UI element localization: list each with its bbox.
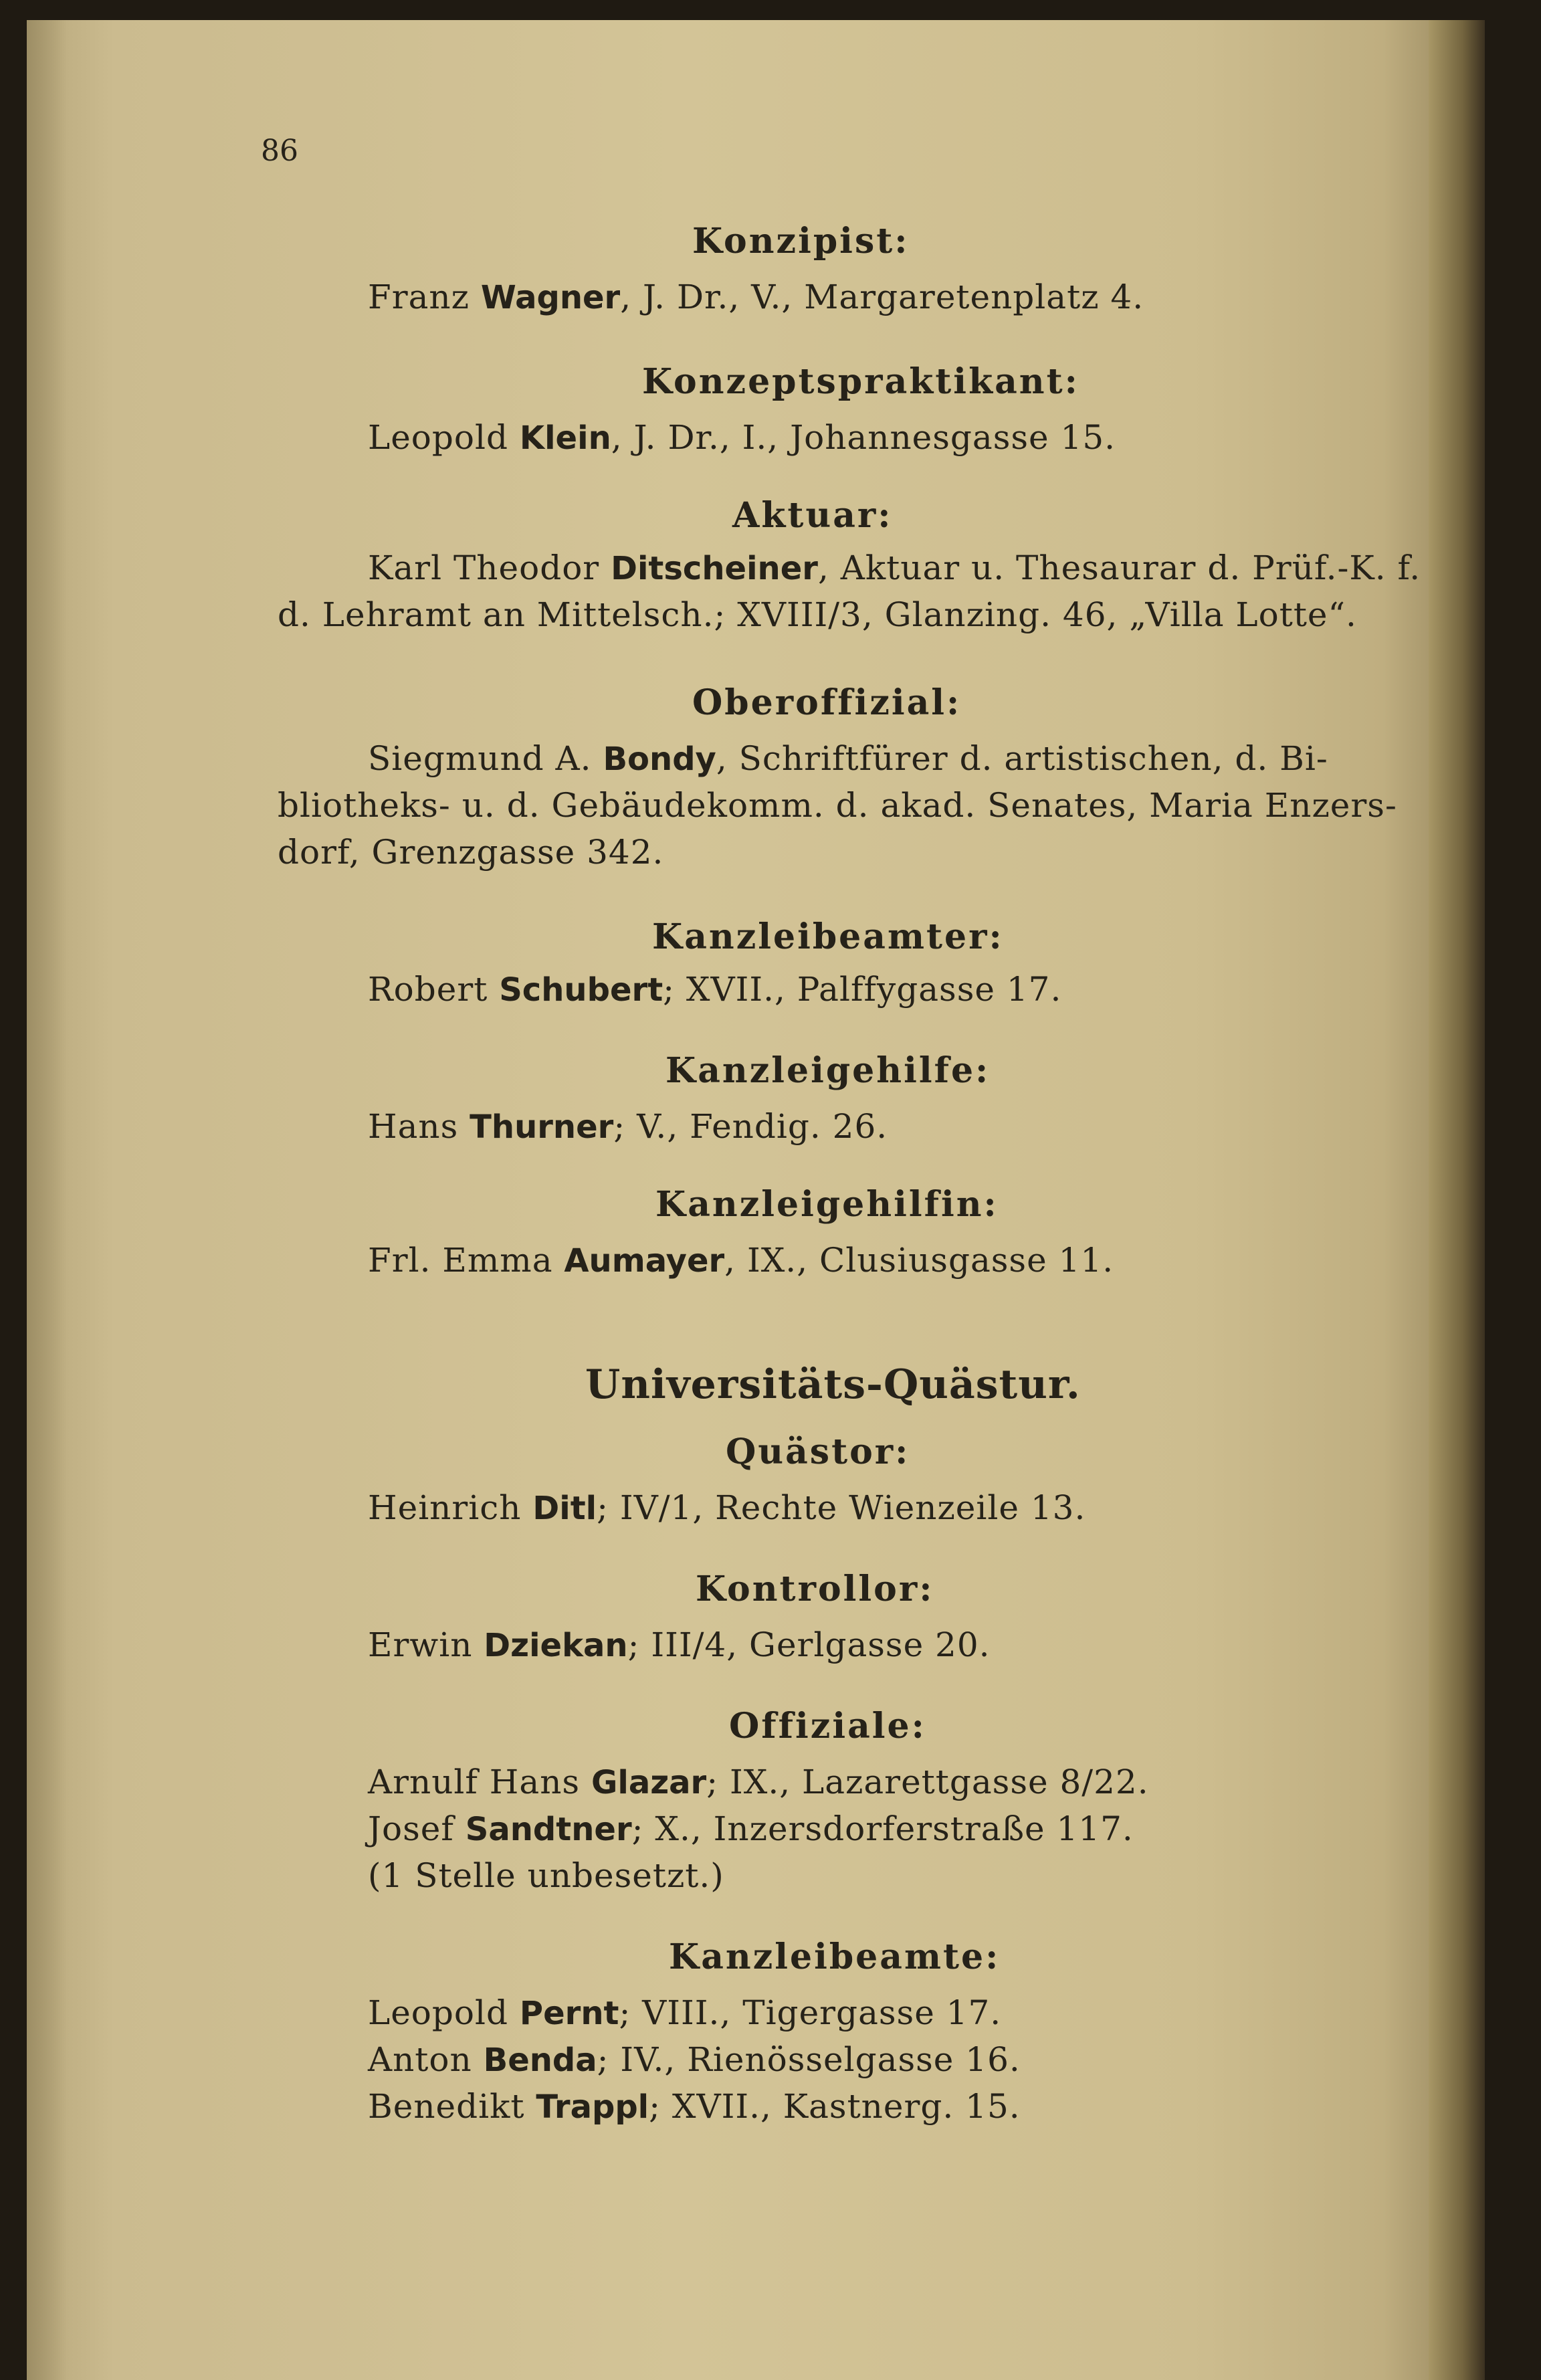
heading-kontrollor: Kontrollor: [696,1569,934,1609]
heading-kanzleibeamte: Kanzleibeamte: [669,1937,1001,1977]
entry-post: ; XVII., Kastnerg. 15. [649,2087,1021,2126]
entry-pre: Robert [368,970,500,1009]
person-name: Bondy [603,740,716,778]
entry-post: ; VIII., Tigergasse 17. [619,1993,1002,2032]
entry-post: ; III/4, Gerlgasse 20. [627,1625,991,1664]
person-name: Ditscheiner [611,550,818,587]
entry-pre: Karl Theodor [368,549,611,587]
person-name: Glazar [591,1764,707,1801]
entry-bondy [368,739,1328,778]
entry-post: , J. Dr., V., Margaretenplatz 4. [620,278,1144,316]
page-edge-shadow [1429,20,1485,2380]
heading-kanzleigehilfin: Kanzleigehilfin: [655,1184,999,1225]
entry-pre: Leopold [368,1993,520,2032]
person-name: Klein [519,419,611,457]
entry-post: , J. Dr., I., Johannesgasse 15. [611,418,1116,457]
entry-pre: Siegmund A. [368,739,603,778]
entry-pre: Heinrich [368,1488,533,1527]
person-name: Sandtner [465,1811,632,1848]
person-name: Thurner [470,1108,614,1146]
entry-post: , Aktuar u. Thesaurar d. Prüf.-K. f. [817,549,1421,587]
heading-konzipist: Konzipist: [692,221,910,262]
entry-post: ; XVII., Palffygasse 17. [663,970,1062,1009]
entry-pre: Frl. Emma [368,1241,564,1280]
entry-sandtner [368,1809,1134,1848]
entry-post: ; IV., Rienösselgasse 16. [597,2040,1021,2079]
entry-post: ; IV/1, Rechte Wienzeile 13. [597,1488,1086,1527]
page-number: 86 [261,134,298,168]
entry-dziekan [368,1625,991,1664]
heading-kanzleibeamter: Kanzleibeamter: [652,916,1004,957]
entry-pre: Arnulf Hans [368,1763,591,1801]
heading-konzeptspraktikant: Konzeptspraktikant: [642,361,1080,402]
person-name: Schubert [499,971,663,1009]
entry-pre: Josef [368,1809,466,1848]
entry-ditscheiner-line2: d. Lehramt an Mittelsch.; XVIII/3, Glanzing. 46, „Villa Lotte“. [278,595,1357,634]
section-title: Universitäts-Quästur. [585,1361,1081,1408]
entry-bondy-line3: dorf, Grenzgasse 342. [278,833,664,872]
entry-pre: Leopold [368,418,520,457]
entry-pre: Anton [368,2040,484,2079]
entry-pre: Franz [368,278,481,316]
heading-oberoffizial: Oberoffizial: [692,682,962,723]
entry-trappl [368,2087,1021,2126]
person-name: Aumayer [564,1242,725,1280]
person-name: Pernt [519,1995,619,2032]
entry-pre: Erwin [368,1625,484,1664]
entry-post: ; V., Fendig. 26. [613,1107,888,1146]
entry-post: , IX., Clusiusgasse 11. [724,1241,1114,1280]
entry-klein [368,418,1116,457]
entry-schubert [368,970,1061,1009]
person-name: Trappl [536,2088,649,2126]
entry-pre: Benedikt [368,2087,536,2126]
entry-ditl [368,1488,1086,1527]
person-name: Wagner [480,279,621,316]
book-page [27,20,1485,2380]
entry-vacancy: (1 Stelle unbesetzt.) [368,1856,724,1895]
entry-wagner [368,278,1144,316]
entry-benda [368,2040,1021,2079]
entry-pernt [368,1993,1001,2032]
person-name: Dziekan [484,1627,628,1664]
entry-post: ; IX., Lazarettgasse 8/22. [706,1763,1149,1801]
heading-offiziale: Offiziale: [729,1706,926,1747]
page-gutter-shadow [27,20,67,2380]
entry-pre: Hans [368,1107,470,1146]
heading-aktuar: Aktuar: [732,495,893,536]
person-name: Ditl [532,1490,597,1527]
entry-thurner [368,1107,888,1146]
heading-quaestor: Quästor: [726,1431,910,1472]
entry-aumayer [368,1241,1114,1280]
person-name: Benda [483,2042,597,2079]
entry-glazar [368,1763,1149,1801]
entry-post: ; X., Inzersdorferstraße 117. [631,1809,1134,1848]
heading-kanzleigehilfe: Kanzleigehilfe: [665,1050,991,1091]
entry-post: , Schriftfürer d. artistischen, d. Bi- [716,739,1328,778]
entry-ditscheiner [368,549,1421,587]
entry-bondy-line2: bliotheks- u. d. Gebäudekomm. d. akad. Senates, Maria Enzers- [278,786,1397,825]
